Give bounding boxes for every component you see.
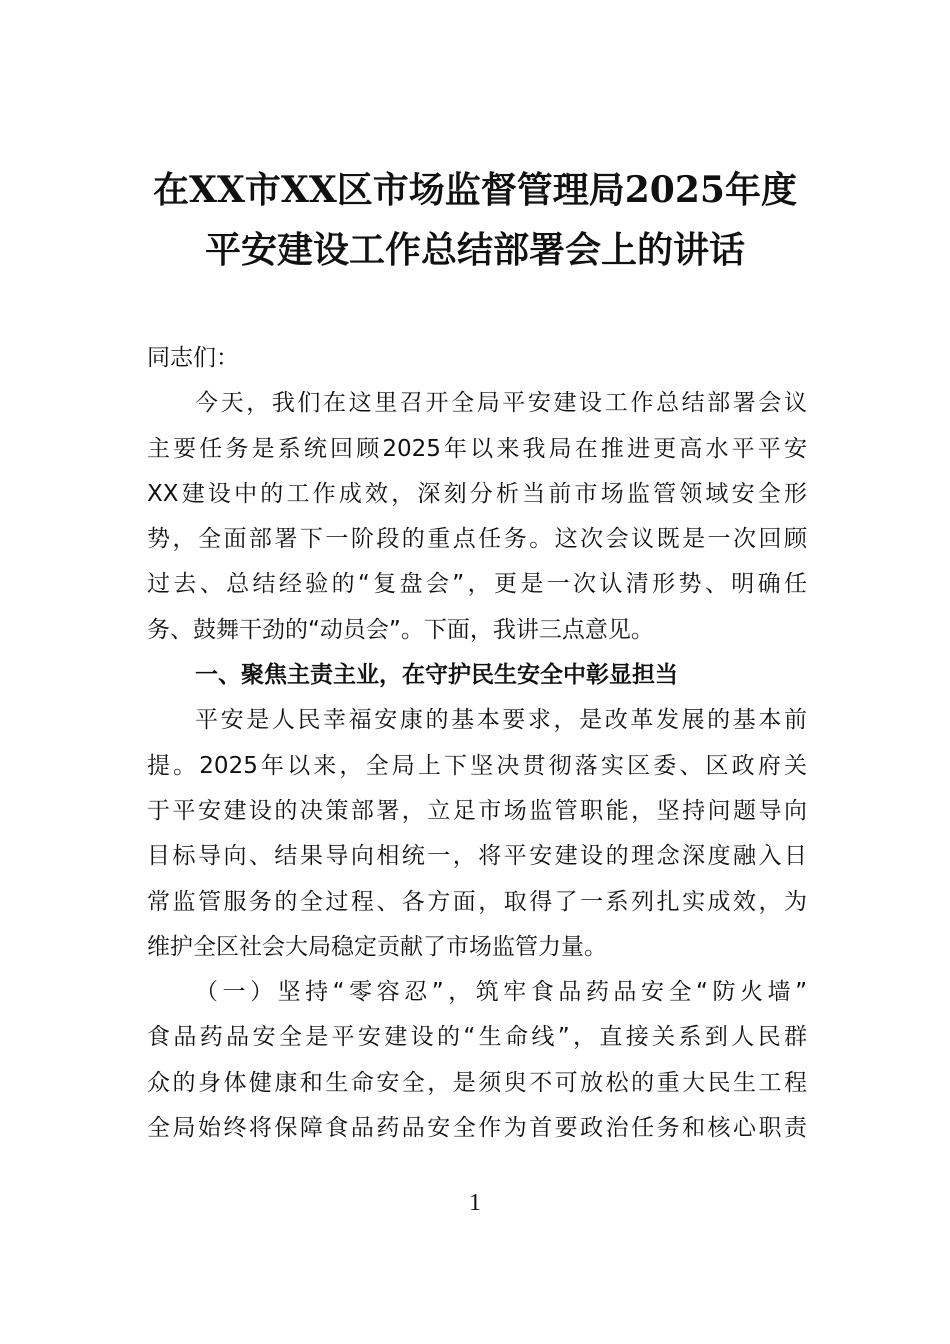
document-title bbox=[60, 160, 890, 280]
intro-line-2: 主要任务是系统回顾2025年以来我局在推进更高水平平安 bbox=[147, 435, 807, 462]
section-1-line-4: 目标导向、结果导向相统一，将平安建设的理念深度融入日 bbox=[147, 843, 807, 870]
section-1-line-1: 平安是人民幸福安康的基本要求，是改革发展的基本前 bbox=[195, 707, 807, 734]
title-line-2: 平安建设工作总结部署会上的讲话 bbox=[204, 229, 745, 271]
subsection-1-heading: （一）坚持“零容忍”，筑牢食品药品安全“防火墙” bbox=[195, 979, 807, 1006]
intro-line-6: 务、鼓舞干劲的“动员会”。下面，我讲三点意见。 bbox=[147, 616, 654, 643]
title-line-1: 在XX市XX区市场监督管理局2025年度 bbox=[153, 169, 797, 211]
salutation: 同志们： bbox=[147, 345, 239, 371]
intro-line-4: 势，全面部署下一阶段的重点任务。这次会议既是一次回顾 bbox=[147, 526, 807, 553]
subsection-1-line-3: 全局始终将保障食品药品安全作为首要政治任务和核心职责 bbox=[147, 1115, 807, 1142]
section-1-line-6: 维护全区社会大局稳定贡献了市场监管力量。 bbox=[147, 933, 607, 960]
intro-line-3: XX建设中的工作成效，深刻分析当前市场监管领域安全形 bbox=[147, 480, 807, 507]
subsection-1-line-1: 食品药品安全是平安建设的“生命线”，直接关系到人民群 bbox=[147, 1024, 807, 1051]
intro-line-1: 今天，我们在这里召开全局平安建设工作总结部署会议 bbox=[195, 390, 807, 417]
subsection-1-line-2: 众的身体健康和生命安全，是须臾不可放松的重大民生工程 bbox=[147, 1069, 807, 1096]
intro-line-5: 过去、总结经验的“复盘会”，更是一次认清形势、明确任 bbox=[147, 571, 807, 598]
page-number: 1 bbox=[469, 1190, 481, 1216]
section-1-heading: 一、聚焦主责主业，在守护民生安全中彰显担当 bbox=[195, 662, 678, 689]
document-body bbox=[147, 339, 807, 1154]
section-1-line-3: 于平安建设的决策部署，立足市场监管职能，坚持问题导向 bbox=[147, 797, 807, 824]
section-1-line-5: 常监管服务的全过程、各方面，取得了一系列扎实成效，为 bbox=[147, 888, 807, 915]
section-1-line-2: 提。2025年以来，全局上下坚决贯彻落实区委、区政府关 bbox=[147, 752, 807, 779]
